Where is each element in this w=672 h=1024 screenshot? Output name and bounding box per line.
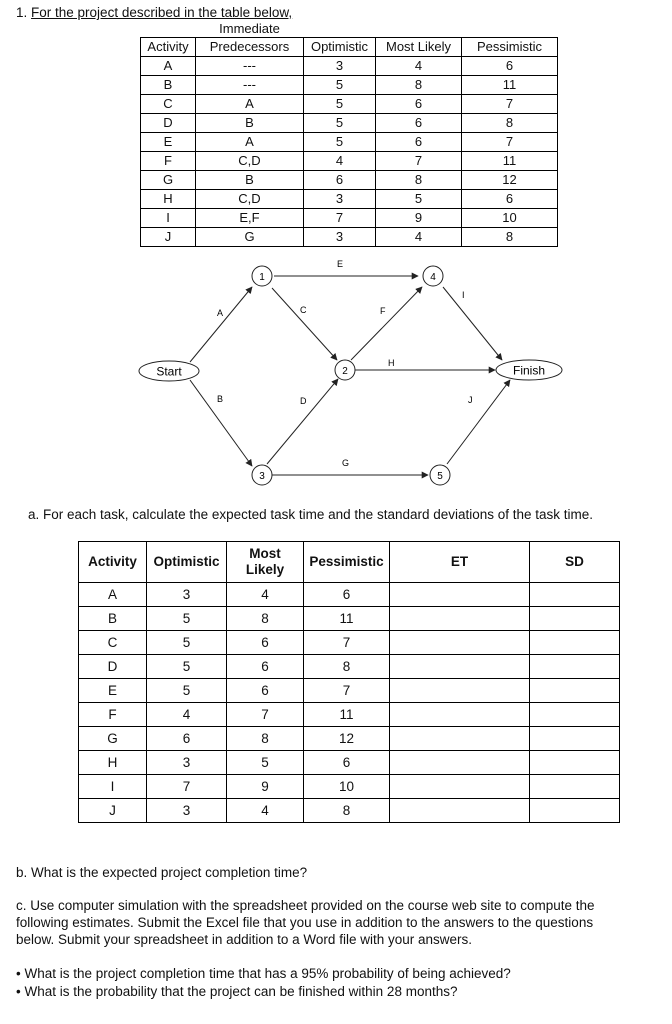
cell-activity: E bbox=[79, 679, 147, 703]
cell-activity: H bbox=[79, 751, 147, 775]
cell-most-likely: 9 bbox=[376, 209, 462, 228]
cell-pessimistic: 8 bbox=[304, 655, 390, 679]
table-row bbox=[79, 631, 620, 655]
cell-most-likely: 8 bbox=[227, 607, 304, 631]
network-diagram bbox=[0, 250, 672, 495]
header-et: ET bbox=[390, 542, 530, 583]
cell-activity: J bbox=[141, 228, 196, 247]
cell-most-likely: 6 bbox=[376, 95, 462, 114]
header-immediate: Immediate bbox=[196, 21, 304, 38]
cell-activity: D bbox=[79, 655, 147, 679]
header-optimistic: Optimistic bbox=[147, 542, 227, 583]
cell-activity: F bbox=[79, 703, 147, 727]
edge-label-d: D bbox=[300, 396, 307, 406]
cell-activity: C bbox=[79, 631, 147, 655]
table-row bbox=[141, 114, 558, 133]
table-row bbox=[141, 76, 558, 95]
cell-optimistic: 7 bbox=[147, 775, 227, 799]
table-row bbox=[141, 133, 558, 152]
cell-pessimistic: 7 bbox=[304, 631, 390, 655]
cell-pessimistic: 7 bbox=[462, 133, 558, 152]
cell-optimistic: 3 bbox=[304, 190, 376, 209]
table-row bbox=[79, 799, 620, 823]
cell-predecessors: B bbox=[196, 114, 304, 133]
cell-optimistic: 5 bbox=[147, 607, 227, 631]
question-heading bbox=[16, 5, 292, 20]
node-finish-label: Finish bbox=[512, 363, 546, 378]
cell-most-likely: 6 bbox=[227, 655, 304, 679]
cell-sd bbox=[530, 679, 620, 703]
cell-sd bbox=[530, 775, 620, 799]
bullet-text: What is the project completion time that has a 95% probability of being achieved? bbox=[24, 966, 511, 981]
cell-sd bbox=[530, 631, 620, 655]
cell-et bbox=[390, 679, 530, 703]
cell-optimistic: 3 bbox=[304, 57, 376, 76]
cell-sd bbox=[530, 703, 620, 727]
cell-et bbox=[390, 703, 530, 727]
edge-j bbox=[447, 380, 510, 464]
node-3 bbox=[252, 465, 272, 485]
node-3-label: 3 bbox=[259, 471, 265, 482]
header-activity: Activity bbox=[79, 542, 147, 583]
header-pessimistic: Pessimistic bbox=[304, 542, 390, 583]
cell-most-likely: 7 bbox=[227, 703, 304, 727]
table-row bbox=[141, 228, 558, 247]
edge-b bbox=[190, 380, 252, 466]
edge-label-j: J bbox=[468, 395, 473, 405]
table-row bbox=[141, 171, 558, 190]
cell-optimistic: 3 bbox=[147, 751, 227, 775]
question-intro: For the project described in the table below, bbox=[31, 5, 293, 20]
cell-optimistic: 7 bbox=[304, 209, 376, 228]
node-start-label: Start bbox=[156, 364, 182, 379]
cell-activity: G bbox=[141, 171, 196, 190]
cell-et bbox=[390, 655, 530, 679]
header-most-likely: Most Likely bbox=[227, 542, 304, 583]
part-c-text: c. Use computer simulation with the spreadsheet provided on the course web site to compute the following estimates. Submit the Excel file that you use in addition to the answers to the questions below. Submit your spreadsheet in addition to a Word file with your answers. bbox=[16, 898, 595, 947]
cell-sd bbox=[530, 727, 620, 751]
table-row bbox=[79, 679, 620, 703]
node-finish bbox=[496, 360, 562, 380]
cell-most-likely: 9 bbox=[227, 775, 304, 799]
cell-activity: D bbox=[141, 114, 196, 133]
cell-pessimistic: 8 bbox=[462, 228, 558, 247]
cell-most-likely: 6 bbox=[227, 679, 304, 703]
cell-most-likely: 4 bbox=[376, 57, 462, 76]
cell-predecessors: G bbox=[196, 228, 304, 247]
cell-predecessors: --- bbox=[196, 57, 304, 76]
table-row bbox=[79, 703, 620, 727]
part-a-text: a. For each task, calculate the expected task time and the standard deviations of the task time. bbox=[28, 507, 594, 522]
node-5-label: 5 bbox=[437, 471, 443, 482]
cell-most-likely: 4 bbox=[376, 228, 462, 247]
answer-table bbox=[78, 541, 620, 823]
cell-pessimistic: 8 bbox=[304, 799, 390, 823]
edge-label-b: B bbox=[217, 394, 224, 404]
cell-optimistic: 5 bbox=[147, 679, 227, 703]
cell-et bbox=[390, 583, 530, 607]
answer-table-header-row bbox=[79, 542, 620, 583]
cell-activity: C bbox=[141, 95, 196, 114]
edge-f bbox=[351, 287, 422, 360]
table-header-top-row bbox=[141, 21, 558, 38]
cell-most-likely: 4 bbox=[227, 799, 304, 823]
edge-label-g: G bbox=[342, 458, 350, 468]
cell-sd bbox=[530, 751, 620, 775]
header-predecessors: Predecessors bbox=[196, 38, 304, 57]
cell-optimistic: 5 bbox=[304, 114, 376, 133]
cell-activity: J bbox=[79, 799, 147, 823]
header-sd: SD bbox=[530, 542, 620, 583]
cell-optimistic: 3 bbox=[304, 228, 376, 247]
cell-most-likely: 5 bbox=[227, 751, 304, 775]
cell-activity: A bbox=[79, 583, 147, 607]
cell-et bbox=[390, 607, 530, 631]
cell-optimistic: 3 bbox=[147, 799, 227, 823]
cell-predecessors: C,D bbox=[196, 190, 304, 209]
table-row bbox=[141, 57, 558, 76]
node-2-label: 2 bbox=[342, 366, 348, 377]
table-row bbox=[79, 751, 620, 775]
cell-most-likely: 6 bbox=[227, 631, 304, 655]
cell-pessimistic: 10 bbox=[462, 209, 558, 228]
table-row bbox=[79, 655, 620, 679]
cell-most-likely: 8 bbox=[376, 76, 462, 95]
cell-optimistic: 6 bbox=[304, 171, 376, 190]
cell-optimistic: 5 bbox=[147, 631, 227, 655]
cell-pessimistic: 12 bbox=[304, 727, 390, 751]
question-bullets bbox=[16, 965, 511, 1001]
cell-sd bbox=[530, 583, 620, 607]
edge-label-a: A bbox=[217, 308, 224, 318]
cell-pessimistic: 7 bbox=[462, 95, 558, 114]
cell-pessimistic: 11 bbox=[304, 607, 390, 631]
cell-predecessors: B bbox=[196, 171, 304, 190]
cell-optimistic: 4 bbox=[304, 152, 376, 171]
cell-pessimistic: 8 bbox=[462, 114, 558, 133]
cell-predecessors: A bbox=[196, 133, 304, 152]
cell-activity: A bbox=[141, 57, 196, 76]
node-1-label: 1 bbox=[259, 272, 265, 283]
cell-pessimistic: 6 bbox=[304, 583, 390, 607]
cell-pessimistic: 11 bbox=[462, 152, 558, 171]
edge-c bbox=[272, 288, 337, 360]
cell-pessimistic: 7 bbox=[304, 679, 390, 703]
node-4-label: 4 bbox=[430, 272, 436, 283]
part-b-text: b. What is the expected project completion time? bbox=[16, 865, 308, 880]
cell-et bbox=[390, 751, 530, 775]
edge-label-h: H bbox=[388, 358, 395, 368]
cell-pessimistic: 6 bbox=[462, 190, 558, 209]
cell-sd bbox=[530, 799, 620, 823]
cell-activity: B bbox=[141, 76, 196, 95]
cell-activity: I bbox=[141, 209, 196, 228]
cell-optimistic: 5 bbox=[147, 655, 227, 679]
cell-optimistic: 5 bbox=[304, 95, 376, 114]
node-5 bbox=[430, 465, 450, 485]
cell-et bbox=[390, 775, 530, 799]
cell-pessimistic: 6 bbox=[462, 57, 558, 76]
cell-activity: B bbox=[79, 607, 147, 631]
activity-table bbox=[140, 21, 558, 247]
question-number: 1. bbox=[16, 5, 28, 20]
cell-most-likely: 8 bbox=[376, 171, 462, 190]
cell-optimistic: 3 bbox=[147, 583, 227, 607]
cell-optimistic: 5 bbox=[304, 133, 376, 152]
table-row bbox=[141, 152, 558, 171]
header-optimistic: Optimistic bbox=[304, 38, 376, 57]
node-start bbox=[139, 361, 199, 381]
cell-most-likely: 4 bbox=[227, 583, 304, 607]
edge-label-i: I bbox=[462, 290, 465, 300]
table-row bbox=[141, 209, 558, 228]
cell-pessimistic: 11 bbox=[462, 76, 558, 95]
table-row bbox=[79, 583, 620, 607]
cell-predecessors: E,F bbox=[196, 209, 304, 228]
cell-pessimistic: 11 bbox=[304, 703, 390, 727]
header-most-likely: Most Likely bbox=[376, 38, 462, 57]
table-header-row bbox=[141, 38, 558, 57]
edge-label-f: F bbox=[380, 306, 386, 316]
cell-activity: E bbox=[141, 133, 196, 152]
table-row bbox=[141, 95, 558, 114]
cell-activity: H bbox=[141, 190, 196, 209]
cell-most-likely: 6 bbox=[376, 114, 462, 133]
table-row bbox=[141, 190, 558, 209]
cell-predecessors: A bbox=[196, 95, 304, 114]
cell-activity: G bbox=[79, 727, 147, 751]
table-row bbox=[79, 775, 620, 799]
cell-most-likely: 6 bbox=[376, 133, 462, 152]
edge-label-e: E bbox=[337, 259, 344, 269]
node-2 bbox=[335, 360, 355, 380]
cell-sd bbox=[530, 607, 620, 631]
cell-predecessors: C,D bbox=[196, 152, 304, 171]
edge-a bbox=[190, 287, 252, 362]
node-1 bbox=[252, 266, 272, 286]
edge-d bbox=[267, 379, 338, 464]
header-pessimistic: Pessimistic bbox=[462, 38, 558, 57]
cell-most-likely: 5 bbox=[376, 190, 462, 209]
cell-pessimistic: 6 bbox=[304, 751, 390, 775]
cell-optimistic: 6 bbox=[147, 727, 227, 751]
cell-most-likely: 7 bbox=[376, 152, 462, 171]
cell-optimistic: 4 bbox=[147, 703, 227, 727]
cell-et bbox=[390, 631, 530, 655]
cell-sd bbox=[530, 655, 620, 679]
bullet-text: What is the probability that the project can be finished within 28 months? bbox=[24, 984, 458, 999]
cell-activity: F bbox=[141, 152, 196, 171]
table-row bbox=[79, 727, 620, 751]
cell-et bbox=[390, 799, 530, 823]
header-activity: Activity bbox=[141, 38, 196, 57]
cell-activity: I bbox=[79, 775, 147, 799]
table-row bbox=[79, 607, 620, 631]
edge-i bbox=[443, 287, 502, 360]
edge-label-c: C bbox=[300, 305, 307, 315]
cell-most-likely: 8 bbox=[227, 727, 304, 751]
cell-optimistic: 5 bbox=[304, 76, 376, 95]
node-4 bbox=[423, 266, 443, 286]
cell-et bbox=[390, 727, 530, 751]
cell-pessimistic: 12 bbox=[462, 171, 558, 190]
bullet-item: • What is the project completion time that has a 95% probability of being achieved? bbox=[16, 966, 511, 981]
bullet-item: • What is the probability that the project can be finished within 28 months? bbox=[16, 984, 458, 999]
cell-predecessors: --- bbox=[196, 76, 304, 95]
cell-pessimistic: 10 bbox=[304, 775, 390, 799]
